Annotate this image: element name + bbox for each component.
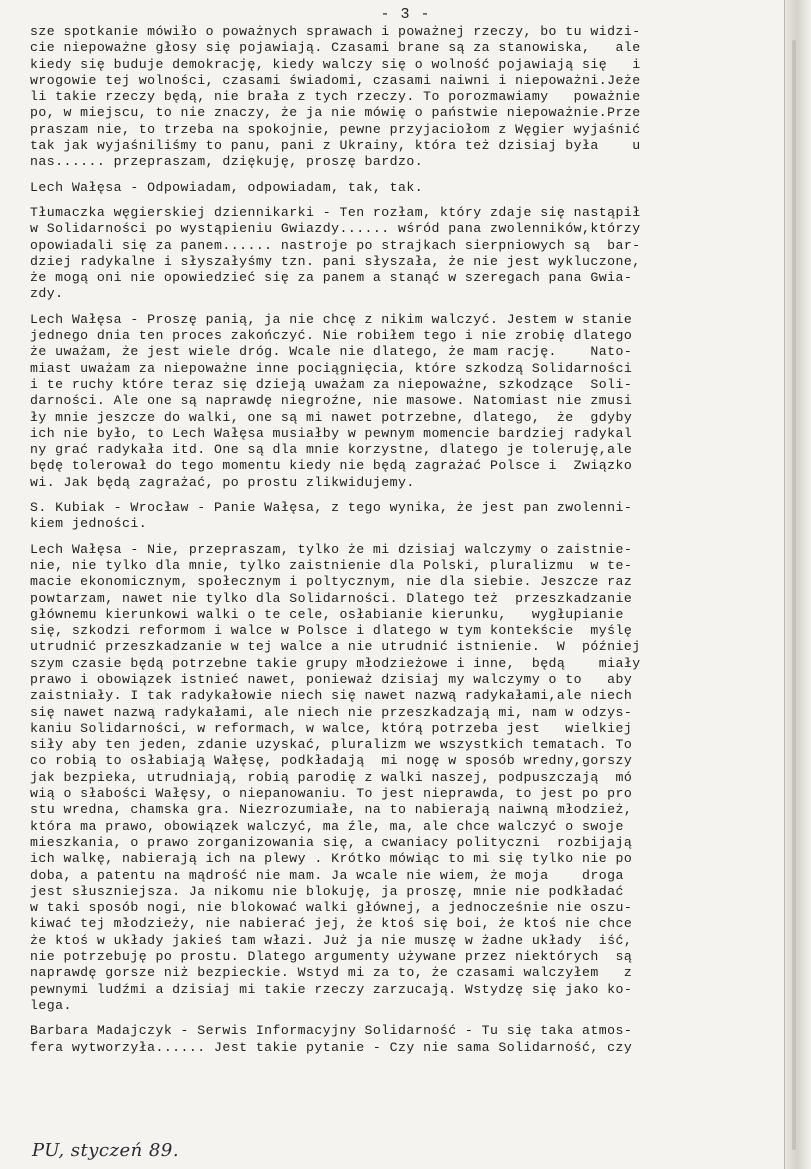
text-line: będę tolerował do tego momentu kiedy nie będą zagrażać Polsce i Związko	[30, 458, 633, 474]
text-line: pewnymi ludźmi a dzisiaj mi takie rzeczy zarzucają. Wstydzę się jako ko-	[30, 981, 633, 997]
text-line: zaistniały. I tak radykałowie niech się nawet nazwą radykałami,ale niech	[30, 688, 633, 704]
text-line: po, w miejscu, to nie znaczy, że ja nie mówię o państwie niepoważnie.Prze	[30, 105, 641, 121]
page-number: - 3 -	[380, 6, 431, 23]
text-line: jednego dnia ten proces zakończyć. Nie robiłem tego i nie zrobię dlatego	[30, 328, 633, 344]
text-line: siły aby ten jeden, zdanie uzyskać, pluralizm we wszystkich tematach. To	[30, 737, 633, 753]
text-line: Lech Wałęsa - Nie, przepraszam, tylko że mi dzisiaj walczymy o zaistnie-	[30, 541, 633, 557]
text-line: Barbara Madajczyk - Serwis Informacyjny Solidarność - Tu się taka atmos-	[30, 1023, 633, 1039]
text-line: sze spotkanie mówiło o poważnych sprawach i poważnej rzeczy, bo tu widzi-	[30, 24, 641, 39]
text-line: fera wytworzyła...... Jest takie pytanie - Czy nie sama Solidarność, czy	[30, 1039, 633, 1055]
binding-edge-fold	[792, 40, 796, 1150]
binding-edge	[784, 0, 811, 1169]
text-line: Lech Wałęsa - Proszę panią, ja nie chcę z nikim walczyć. Jestem w stanie	[30, 311, 633, 327]
text-line: i te ruchy które teraz się dzieją uważam za niepoważne, szkodzące Soli-	[30, 376, 633, 392]
paragraph	[30, 312, 774, 491]
text-line: jak bezpieka, utrudniają, robią parodię z walki naszej, podpuszczają mó	[30, 769, 633, 785]
text-line: naprawdę gorsze niż bezpieckie. Wstyd mi za to, że czasami walczyłem z	[30, 965, 633, 981]
text-line: S. Kubiak - Wrocław - Panie Wałęsa, z tego wynika, że jest pan zwolenni-	[30, 500, 633, 516]
text-line: ich nie było, to Lech Wałęsa musiałby w pewnym momencie bardziej radykal	[30, 425, 633, 441]
text-line: miast uważam za niepoważne inne pociągnięcia, które szkodzą Solidarności	[30, 360, 633, 376]
text-line: nas...... przepraszam, dziękuję, proszę bardzo.	[30, 154, 424, 170]
paragraph	[30, 1023, 774, 1056]
text-column	[30, 24, 774, 1065]
paragraph	[30, 500, 774, 533]
text-line: darności. Ale one są naprawdę niegroźne, nie masowe. Natomiast nie zmusi	[30, 393, 633, 409]
text-line: nie, nie tylko dla mnie, tylko zaistnienie dla Polski, pluralizmu w te-	[30, 557, 633, 573]
text-line: prawo i obowiązek istnieć nawet, ponieważ dzisiaj my walczymy o to aby	[30, 671, 633, 687]
paragraph	[30, 24, 774, 171]
text-line: ły mnie jeszcze do walki, one są mi nawet potrzebne, dlatego, że gdyby	[30, 409, 633, 425]
text-line: utrudnić przeszkadzanie w tej walce a nie utrudnić istnienie. W później	[30, 639, 641, 655]
text-line: opowiadali się za panem...... nastroje po strajkach sierpniowych są bar-	[30, 237, 641, 253]
text-line: Lech Wałęsa - Odpowiadam, odpowiadam, tak, tak.	[30, 179, 424, 195]
text-line: zdy.	[30, 286, 64, 302]
text-line: w Solidarności po wystąpieniu Gwiazdy...... wśród pana zwolenników,którzy	[30, 221, 641, 237]
text-line: kiwać tej młodzieży, nie nabierać jej, że ktoś się boi, że ktoś nie chce	[30, 916, 633, 932]
text-line: wrogowie tej wolności, czasami świadomi, czasami naiwni i niepoważni.Jeże	[30, 72, 641, 88]
paragraph	[30, 180, 774, 196]
text-line: wią o słabości Wałęsy, o niepanowaniu. To jest nieprawda, to jest po pro	[30, 786, 633, 802]
text-line: ich walkę, nabierają ich na plewy . Krótko mówiąc to mi się tylko nie po	[30, 851, 633, 867]
text-line: że mogą oni nie opowiedzieć się za panem a stanąć w szeregach pana Gwia-	[30, 270, 633, 286]
text-line: kiem jedności.	[30, 516, 148, 532]
text-line: ny grać radykała itd. One są dla mnie korzystne, dlatego je toleruję,ale	[30, 442, 633, 458]
paragraph	[30, 205, 774, 303]
text-line: stu wredna, chamska gra. Niezrozumiałe, na to nabierają naiwną młodzież,	[30, 802, 633, 818]
text-line: dziej radykalne i słyszałyśmy tzn. pani słyszała, że nie jest wykluczone,	[30, 253, 641, 269]
text-line: li takie rzeczy będą, nie brała z tych rzeczy. To porozmawiamy poważnie	[30, 89, 641, 105]
text-line: co robią to osłabiają Wałęsę, podkładają mi nogę w sposób wredny,gorszy	[30, 753, 633, 769]
text-line: praszam nie, to trzeba na spokojnie, pewne przyjaciołom z Węgier wyjaśnić	[30, 121, 641, 137]
text-line: tak jak wyjaśniliśmy to panu, pani z Ukrainy, która też dzisiaj była u	[30, 138, 641, 154]
text-line: w taki sposób nogi, nie blokować walki głównej, a jednocześnie nie oszu-	[30, 900, 633, 916]
text-line: kiedy się buduje demokrację, kiedy walczy się o wolność pojawiają się i	[30, 56, 641, 72]
text-line: się, szkodzi reformom i walce w Polsce i dlatego w tym kontekście myślę	[30, 623, 633, 639]
text-line: powtarzam, nawet nie tylko dla Solidarności. Dlatego też przeszkadzanie	[30, 590, 633, 606]
text-line: jest słuszniejsza. Ja nikomu nie blokuję, ja proszę, mnie nie podkładać	[30, 883, 624, 899]
text-line: że ktoś w układy jakieś tam włazi. Już ja nie muszę w żadne układy iść,	[30, 932, 633, 948]
text-line: macie ekonomicznym, społecznym i poltycznym, nie dla siebie. Jeszcze raz	[30, 574, 633, 590]
text-line: nie potrzebuję po prostu. Dlatego argumenty używane przez niektórych są	[30, 949, 633, 965]
text-line: lega.	[30, 997, 72, 1013]
text-line: cie niepoważne głosy się pojawiają. Czasami brane są za stanowiska, ale	[30, 40, 641, 56]
text-line: doba, a patentu na mądrość nie mam. Ja wcale nie wiem, że moja droga	[30, 867, 624, 883]
handwritten-date-note: PU, styczeń 89.	[32, 1140, 180, 1161]
text-line: głównemu kierunkowi walki o te cele, osłabianie kierunku, wygłupianie	[30, 606, 624, 622]
text-line: wi. Jak będą zagrażać, po prostu zlikwidujemy.	[30, 474, 415, 490]
text-line: Tłumaczka węgierskiej dziennikarki - Ten rozłam, który zdaje się nastąpił	[30, 204, 641, 220]
paragraph	[30, 542, 774, 1015]
text-line: kaniu Solidarności, w reformach, w walce, którą potrzeba jest wielkiej	[30, 720, 633, 736]
text-line: mieszkania, o prawo zorganizowania się, a cwaniacy polityczni rozbijają	[30, 834, 633, 850]
text-line: się nawet nazwą radykałami, ale niech nie przeszkadzają mi, nam w odzys-	[30, 704, 633, 720]
text-line: że uważam, że jest wiele dróg. Wcale nie dlatego, że mam rację. Nato-	[30, 344, 633, 360]
text-line: szym czasie będą potrzebne takie grupy młodzieżowe i inne, będą miały	[30, 655, 641, 671]
text-line: która ma prawo, obowiązek walczyć, ma źle, ma, ale chce walczyć o swoje	[30, 818, 624, 834]
